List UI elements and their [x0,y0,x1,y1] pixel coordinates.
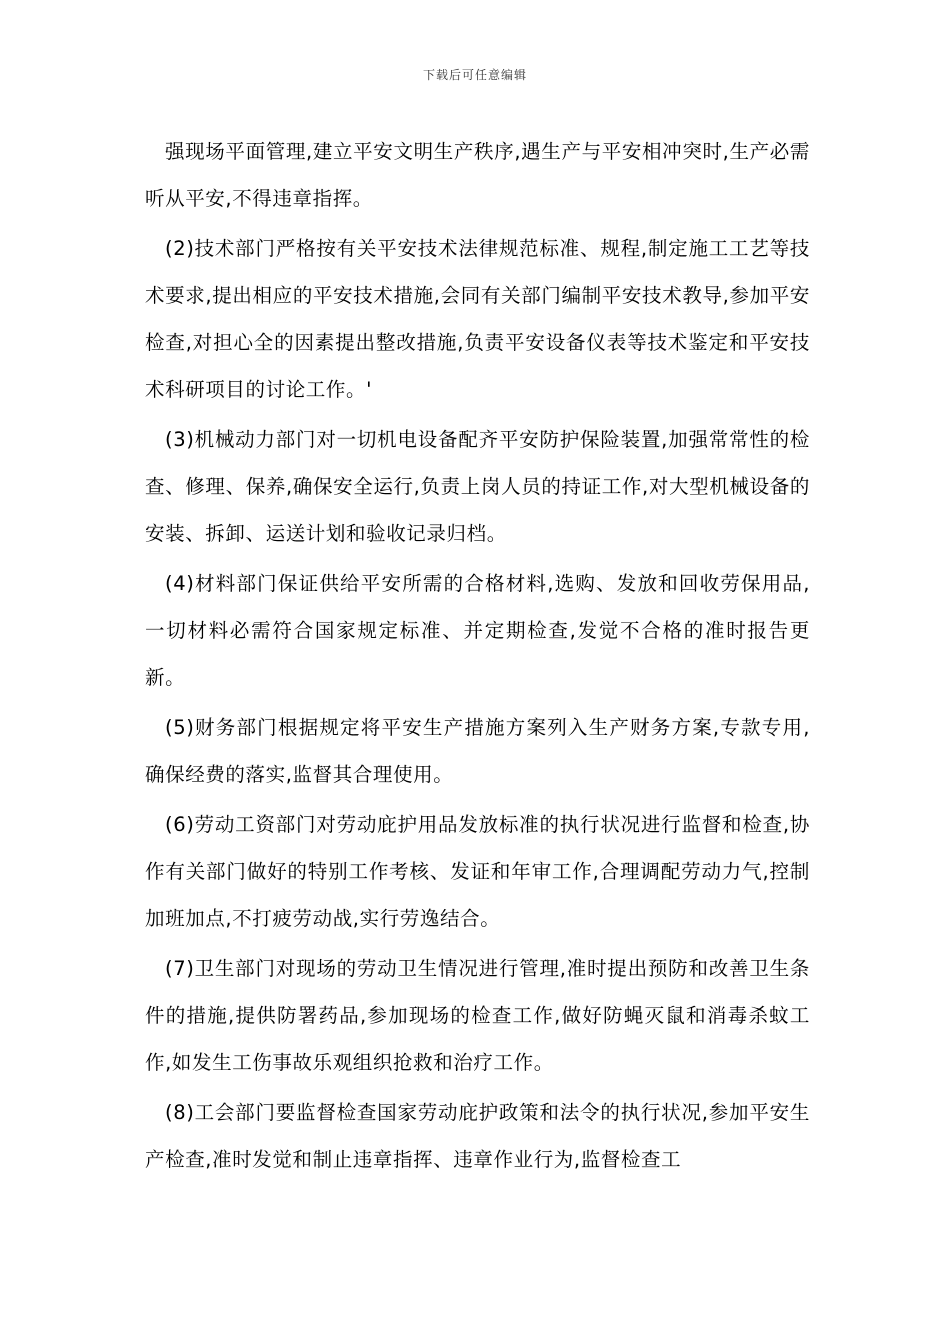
paragraph-4: (4)材料部门保证供给平安所需的合格材料,选购、发放和回收劳保用品,一切材料必需符合国家规定标准、并定期检查,发觉不合格的准时报告更新。 [145,572,810,689]
paragraph-2: (2)技术部门严格按有关平安技术法律规范标准、规程,制定施工工艺等技术要求,提出相应的平安技术措施,会同有关部门编制平安技术教导,参加平安检查,对担心全的因素提出整改措施,负责平安设备仪表等技术鉴定和平安技术科研项目的讨论工作。' [145,237,810,401]
document-body [145,128,810,1186]
page-header: 下载后可任意编辑 [422,68,527,82]
paragraph-6: (6)劳动工资部门对劳动庇护用品发放标准的执行状况进行监督和检查,协作有关部门做好的特别工作考核、发证和年审工作,合理调配劳动力气,控制加班加点,不打疲劳动战,实行劳逸结合。 [145,813,810,930]
paragraph-7: (7)卫生部门对现场的劳动卫生情况进行管理,准时提出预防和改善卫生条件的措施,提供防署药品,参加现场的检查工作,做好防蝇灭鼠和消毒杀蚊工作,如发生工伤事故乐观组织抢救和治疗工作。 [145,957,810,1074]
paragraph-3: (3)机械动力部门对一切机电设备配齐平安防护保险装置,加强常常性的检查、修理、保养,确保安全运行,负责上岗人员的持证工作,对大型机械设备的安装、拆卸、运送计划和验收记录归档。 [145,428,810,545]
paragraph-8: (8)工会部门要监督检查国家劳动庇护政策和法令的执行状况,参加平安生产检查,准时发觉和制止违章指挥、违章作业行为,监督检查工 [145,1101,810,1171]
paragraph-1: 强现场平面管理,建立平安文明生产秩序,遇生产与平安相冲突时,生产必需听从平安,不得违章指挥。 [145,140,810,210]
paragraph-5: (5)财务部门根据规定将平安生产措施方案列入生产财务方案,专款专用,确保经费的落实,监督其合理使用。 [145,716,810,786]
